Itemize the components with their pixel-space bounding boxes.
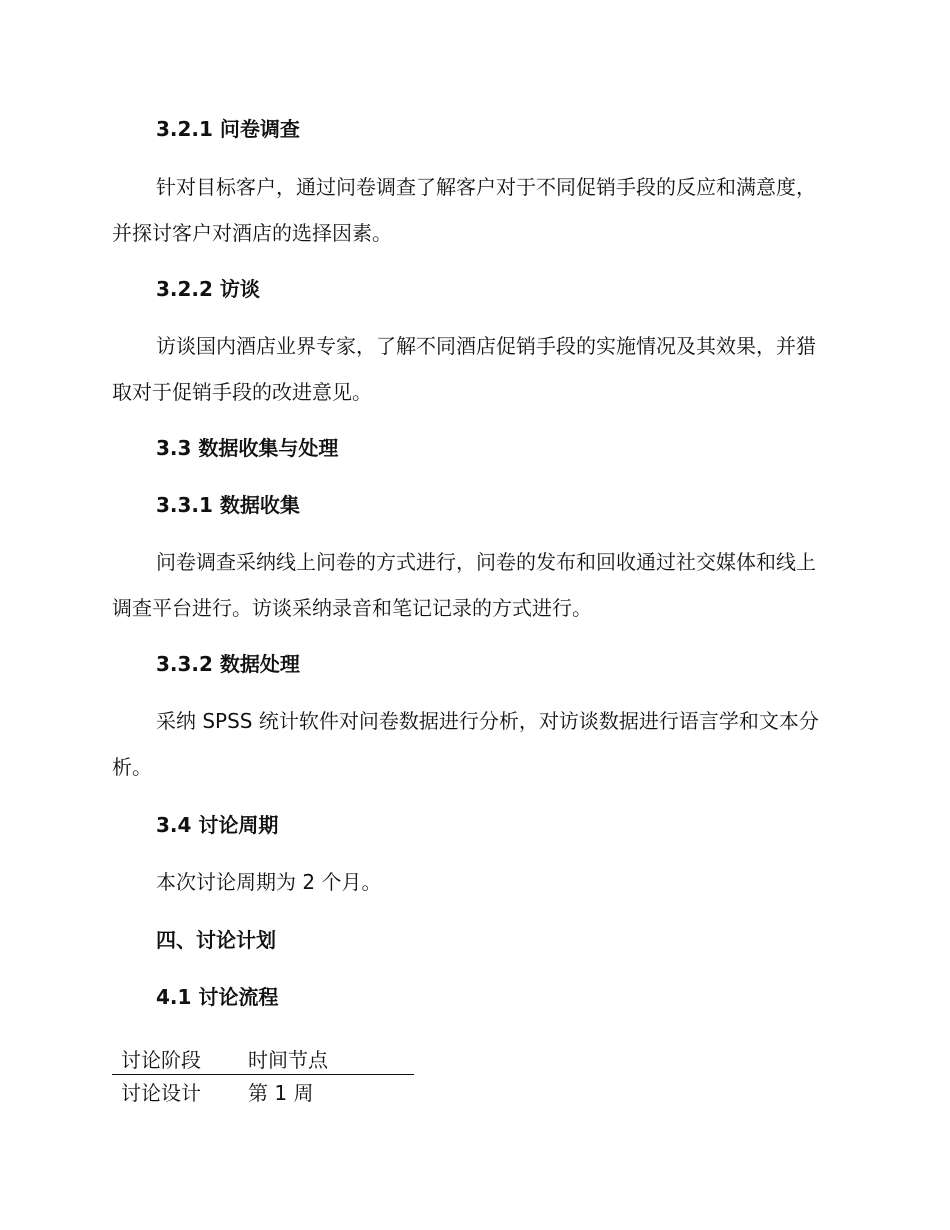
- paragraph-3-4: 本次讨论周期为 2 个月。: [156, 870, 382, 894]
- table-header-cell: 讨论阶段: [112, 1042, 239, 1075]
- table-cell: 讨论设计: [121, 1080, 201, 1105]
- paragraph-3-3-1: 问卷调查采纳线上问卷的方式进行，问卷的发布和回收通过社交媒体和线上调查平台进行。访谈采纳录音和笔记记录的方式进行。: [112, 550, 816, 620]
- paragraph-3-2-2: 访谈国内酒店业界专家，了解不同酒店促销手段的实施情况及其效果，并猎取对于促销手段的改进意见。: [112, 334, 816, 404]
- table-header-cell: 时间节点: [239, 1042, 414, 1075]
- heading-4: 四、讨论计划: [156, 928, 276, 952]
- table-header-row: [112, 1042, 414, 1075]
- paragraph-3-2-1: 针对目标客户，通过问卷调查了解客户对于不同促销手段的反应和满意度，并探讨客户对酒店的选择因素。: [112, 175, 816, 245]
- heading-3-3: 3.3 数据收集与处理: [156, 436, 339, 460]
- heading-3-4: 3.4 讨论周期: [156, 813, 279, 837]
- heading-3-3-1: 3.3.1 数据收集: [156, 493, 300, 517]
- table-cell: 第 1 周: [248, 1080, 314, 1105]
- table-row: [112, 1075, 414, 1108]
- heading-3-3-2: 3.3.2 数据处理: [156, 652, 300, 676]
- heading-3-2-2: 3.2.2 访谈: [156, 277, 260, 301]
- process-table: [112, 1042, 414, 1107]
- heading-3-2-1: 3.2.1 问卷调查: [156, 117, 300, 141]
- paragraph-3-3-2: 采纳 SPSS 统计软件对问卷数据进行分析，对访谈数据进行语言学和文本分析。: [112, 709, 819, 779]
- heading-4-1: 4.1 讨论流程: [156, 985, 279, 1009]
